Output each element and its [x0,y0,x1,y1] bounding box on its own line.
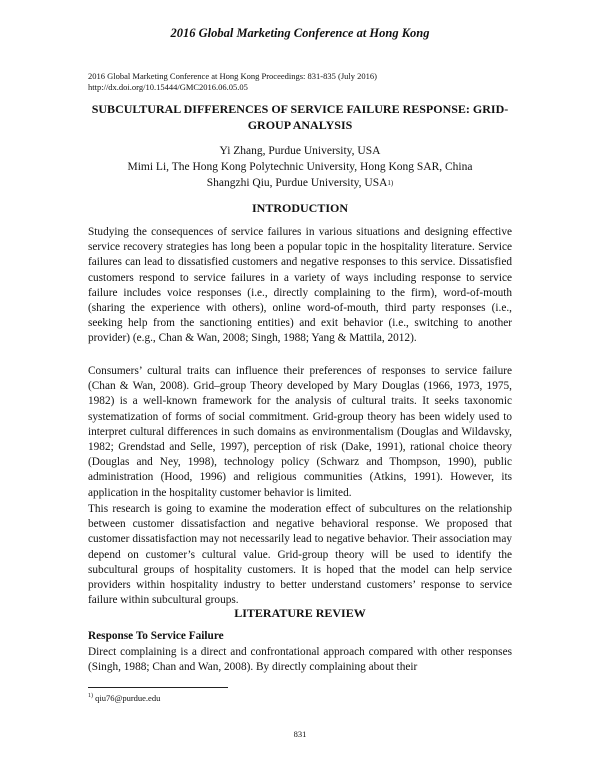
author-3: Shangzhi Qiu, Purdue University, USA [206,177,388,189]
introduction-heading: INTRODUCTION [251,201,348,215]
intro-paragraph-3: This research is going to examine the moderation effect of subcultures on the relationship between customer dissatisfaction and negative behavioral response. We proposed that customer dissatisfaction may not necessarily lead to negative behavior. Their association may depend on customer’s cultural value. Grid-group theory will be used to identify the subcultural groups of hospitality customers. It is hoped that the model can help service providers within hospitality industry to better understand customers’ response to service failure within subcultural groups. [88,503,512,607]
author-2: Mimi Li, The Hong Kong Polytechnic University, Hong Kong SAR, China [127,161,473,173]
paper-title: SUBCULTURAL DIFFERENCES OF SERVICE FAILURE RESPONSE: GRID-GROUP ANALYSIS [91,102,509,132]
section-subheading: Response To Service Failure [88,630,224,642]
footnote-mark: 1) [88,693,93,699]
footnote [88,693,160,703]
footnote-divider [88,687,228,688]
author-1: Yi Zhang, Purdue University, USA [219,145,381,157]
author-footnote-mark: 1) [387,179,394,187]
author-3-line [90,175,510,191]
literature-review-heading: LITERATURE REVIEW [234,606,366,620]
intro-paragraph-1: Studying the consequences of service failures in various situations and designing effective service recovery strategies has long been a popular topic in the hospitality literature. Service failures can lead to dissatisfied customers and negative responses to this service. Dissatisfied customers respond to service failures in a variety of ways including response to service failure includes voice responses (i.e., directly complaining to the firm), word-of-mouth (sharing the experience with others), online word-of-mouth, third party responses (i.e., seeking help from the sanctioning entities) and exit behavior (i.e., switching to another provider) (e.g., Chan & Wan, 2008; Singh, 1988; Yang & Mattila, 2012). [88,226,512,345]
conference-header: 2016 Global Marketing Conference at Hong Kong [170,26,430,40]
intro-paragraph-2: Consumers’ cultural traits can influence their preferences of responses to service failure (Chan & Wan, 2008). Grid–group Theory developed by Mary Douglas (1966, 1973, 1975, 1982) is a well-known framework for the analysis of cultural traits. It seeks taxonomic systematization of forms of social commitment. Grid-group theory has been widely used to interpret cultural differences in such domains as environmentalism (Douglas and Wildavsky, 1982; Grendstad and Selle, 1997), perception of risk (Dake, 1991), rational choice theory (Douglas and Ney, 1998), technology policy (Schwarz and Thompson, 1990), public administration (Hood, 1996) and religious communities (Atkins, 1991). However, its application in the hospitality customer behavior is limited. [88,365,512,499]
citation-proceedings: 2016 Global Marketing Conference at Hong Kong Proceedings: 831-835 (July 2016) [88,71,377,81]
author-list [90,143,510,191]
literature-paragraph: Direct complaining is a direct and confrontational approach compared with other responses (Singh, 1988; Chan and Wan, 2008). By directly complaining about their [88,646,512,674]
citation-block [88,71,518,93]
footnote-email[interactable]: qiu76@purdue.edu [93,693,161,703]
page-number: 831 [293,729,307,739]
citation-doi-link[interactable]: http://dx.doi.org/10.15444/GMC2016.06.05.05 [88,82,248,92]
